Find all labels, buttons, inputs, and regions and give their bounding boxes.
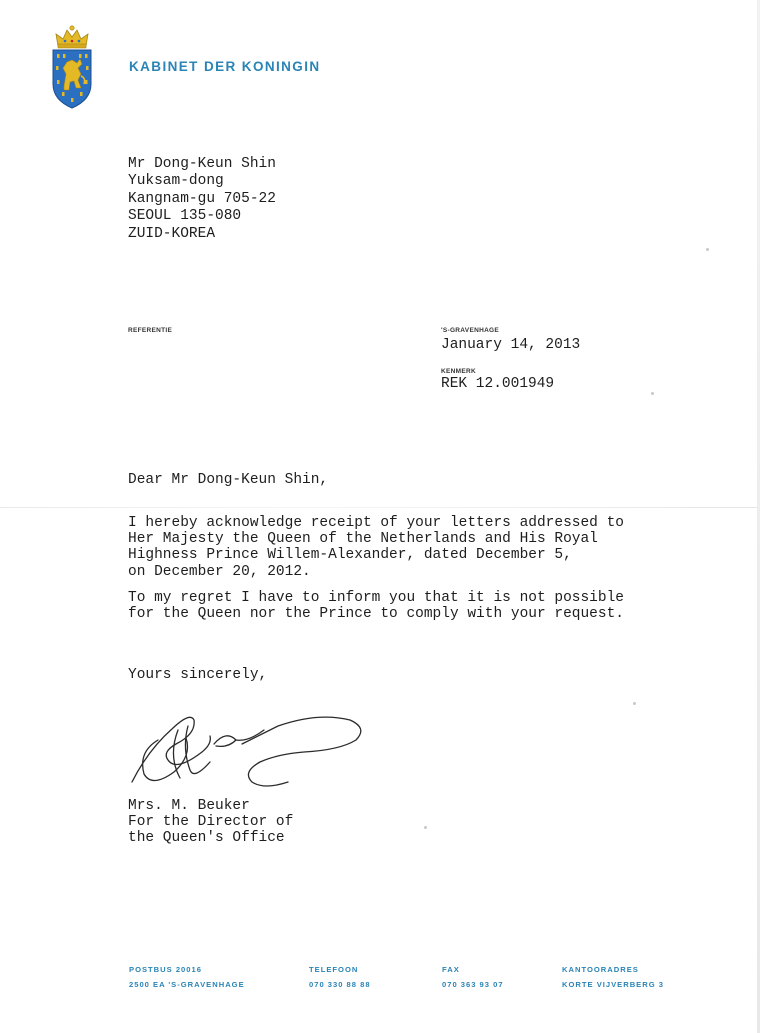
crown-icon [56, 26, 88, 48]
recipient-address [128, 156, 276, 243]
signer-line: For the Director of [128, 814, 294, 830]
address-line: SEOUL 135-080 [128, 208, 242, 225]
footer-value: 2500 EA 'S-GRAVENHAGE [129, 980, 245, 989]
scan-speck [633, 702, 636, 705]
footer-kantooradres [562, 962, 664, 992]
signer-block [128, 798, 293, 846]
paragraph-line: Highness Prince Willem-Alexander, dated December 5, [128, 547, 572, 564]
scan-speck [424, 826, 427, 829]
kenmerk-label: KENMERK [441, 368, 476, 375]
kenmerk-value: REK 12.001949 [441, 376, 555, 392]
signature-scribble [118, 700, 378, 795]
royal-crest-icon [50, 24, 94, 110]
paragraph-regret [128, 590, 624, 622]
footer-label: FAX [442, 965, 460, 974]
footer-value: 070 330 88 88 [309, 980, 371, 989]
paper-fold-line [0, 507, 760, 508]
closing: Yours sincerely, [128, 667, 268, 683]
footer-label: TELEFOON [309, 965, 359, 974]
paragraph-line: on December 20, 2012. [128, 563, 311, 580]
scan-speck [706, 248, 709, 251]
footer-telefoon [309, 962, 371, 992]
footer-value: 070 363 93 07 [442, 980, 504, 989]
paragraph-line: for the Queen nor the Prince to comply with your request. [128, 606, 624, 623]
paragraph-line: To my regret I have to inform you that it is not possible [128, 590, 624, 606]
footer-postbus [129, 962, 245, 992]
paragraph-line: Her Majesty the Queen of the Netherlands and His Royal [128, 531, 598, 548]
paragraph-line: I hereby acknowledge receipt of your letters addressed to [128, 515, 624, 531]
salutation: Dear Mr Dong-Keun Shin, [128, 472, 329, 488]
letter-date: January 14, 2013 [441, 337, 581, 353]
address-line: Mr Dong-Keun Shin [128, 156, 276, 172]
footer-value: KORTE VIJVERBERG 3 [562, 980, 664, 989]
footer-label: POSTBUS 20016 [129, 965, 202, 974]
place-label: 'S-GRAVENHAGE [441, 327, 500, 334]
scan-speck [651, 392, 654, 395]
address-line: Kangnam-gu 705-22 [128, 190, 276, 207]
signer-line: the Queen's Office [128, 830, 285, 846]
address-line: ZUID-KOREA [128, 225, 216, 242]
footer-fax [442, 962, 504, 992]
signer-line: Mrs. M. Beuker [128, 798, 250, 814]
address-line: Yuksam-dong [128, 173, 224, 190]
referentie-label: REFERENTIE [128, 327, 173, 334]
organization-name: KABINET DER KONINGIN [129, 59, 321, 74]
footer-label: KANTOORADRES [562, 965, 639, 974]
paragraph-acknowledgement [128, 515, 624, 580]
